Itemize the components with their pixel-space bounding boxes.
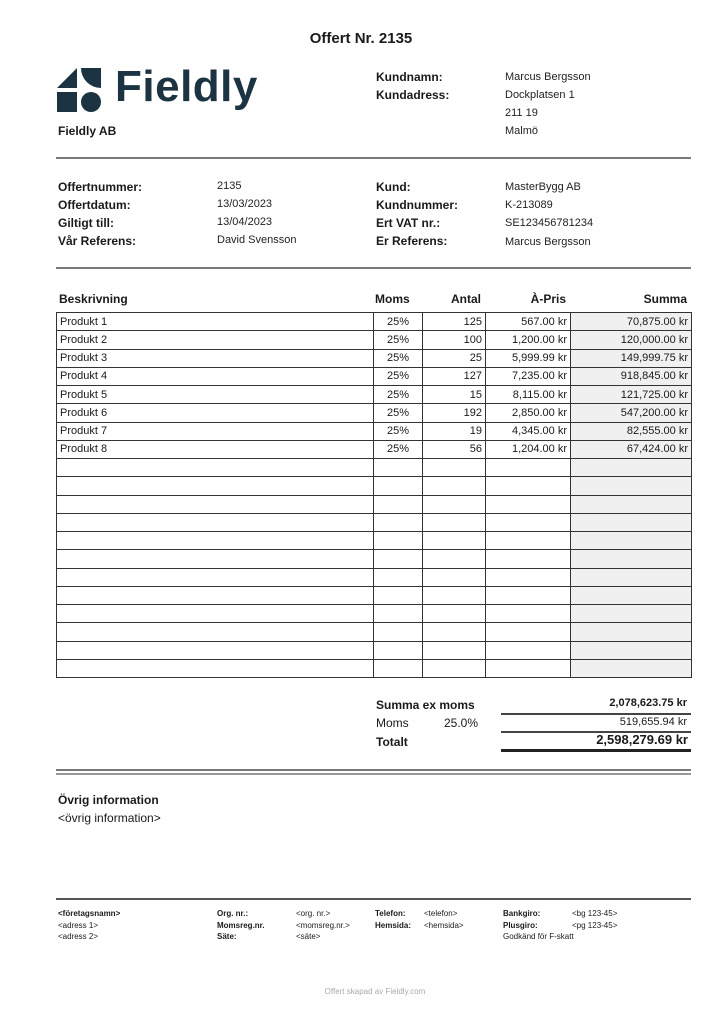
cell-sum bbox=[571, 605, 692, 623]
offer-date-value: 13/03/2023 bbox=[217, 198, 273, 210]
cell-qty: 19 bbox=[423, 422, 486, 440]
cell-description bbox=[57, 495, 374, 513]
cell-vat bbox=[374, 641, 423, 659]
customer-number-value: K-213089 bbox=[505, 199, 553, 211]
footer-contact-values bbox=[424, 908, 464, 931]
cell-vat bbox=[374, 659, 423, 677]
cell-vat: 25% bbox=[374, 331, 423, 349]
cell-sum bbox=[571, 641, 692, 659]
table-row bbox=[57, 386, 692, 404]
customer-value: MasterBygg AB bbox=[505, 181, 581, 193]
cell-sum bbox=[571, 477, 692, 495]
cell-vat: 25% bbox=[374, 313, 423, 331]
table-row bbox=[57, 422, 692, 440]
cell-description bbox=[57, 532, 374, 550]
our-reference-label: Vår Referens: bbox=[58, 234, 137, 248]
their-reference-label: Er Referens: bbox=[376, 234, 448, 248]
vat-label: Moms bbox=[376, 716, 409, 730]
cell-description: Produkt 3 bbox=[57, 349, 374, 367]
cell-unit-price bbox=[486, 550, 571, 568]
footer-payment-block bbox=[503, 908, 574, 943]
footer-plusgiro-value: <pg 123-45> bbox=[572, 920, 618, 930]
cell-sum bbox=[571, 532, 692, 550]
cell-description bbox=[57, 586, 374, 604]
footer-plusgiro-label: Plusgiro: bbox=[503, 920, 538, 930]
cell-description: Produkt 6 bbox=[57, 404, 374, 422]
divider bbox=[56, 157, 691, 159]
cell-vat bbox=[374, 623, 423, 641]
table-row-empty bbox=[57, 550, 692, 568]
cell-sum: 67,424.00 kr bbox=[571, 440, 692, 458]
total-label: Totalt bbox=[376, 735, 408, 749]
customer-label: Kund: bbox=[376, 180, 411, 194]
cell-unit-price bbox=[486, 605, 571, 623]
cell-description bbox=[57, 477, 374, 495]
table-row-empty bbox=[57, 495, 692, 513]
cell-qty bbox=[423, 459, 486, 477]
cell-sum: 82,555.00 kr bbox=[571, 422, 692, 440]
cell-qty: 100 bbox=[423, 331, 486, 349]
cell-unit-price bbox=[486, 641, 571, 659]
cell-description bbox=[57, 513, 374, 531]
cell-qty bbox=[423, 532, 486, 550]
cell-description: Produkt 4 bbox=[57, 367, 374, 385]
cell-unit-price bbox=[486, 659, 571, 677]
footer-phone-value: <telefon> bbox=[424, 909, 458, 918]
document-title: Offert Nr. 2135 bbox=[309, 30, 413, 47]
col-header-vat: Moms bbox=[375, 292, 410, 306]
cell-qty bbox=[423, 495, 486, 513]
cell-vat bbox=[374, 495, 423, 513]
cell-qty: 15 bbox=[423, 386, 486, 404]
cell-unit-price: 5,999.99 kr bbox=[486, 349, 571, 367]
table-row-empty bbox=[57, 477, 692, 495]
col-header-unit-price: À-Pris bbox=[530, 292, 566, 306]
cell-description: Produkt 2 bbox=[57, 331, 374, 349]
cell-unit-price bbox=[486, 495, 571, 513]
cell-vat bbox=[374, 586, 423, 604]
cell-qty: 56 bbox=[423, 440, 486, 458]
cell-description: Produkt 7 bbox=[57, 422, 374, 440]
logo-wordmark: Fieldly bbox=[115, 62, 258, 111]
cell-unit-price: 1,200.00 kr bbox=[486, 331, 571, 349]
cell-description: Produkt 5 bbox=[57, 386, 374, 404]
customer-address-label: Kundadress: bbox=[376, 88, 450, 102]
items-table bbox=[56, 312, 692, 678]
company-logo bbox=[57, 62, 258, 112]
offer-number-value: 2135 bbox=[217, 180, 242, 192]
cell-vat: 25% bbox=[374, 367, 423, 385]
cell-qty: 125 bbox=[423, 313, 486, 331]
cell-unit-price bbox=[486, 532, 571, 550]
cell-qty bbox=[423, 513, 486, 531]
cell-unit-price: 8,115.00 kr bbox=[486, 386, 571, 404]
table-row-empty bbox=[57, 459, 692, 477]
our-reference-value: David Svensson bbox=[217, 234, 297, 246]
footer-vatreg-label: Momsreg.nr. bbox=[217, 920, 265, 930]
cell-description: Produkt 8 bbox=[57, 440, 374, 458]
table-row bbox=[57, 349, 692, 367]
vat-number-value: SE123456781234 bbox=[505, 217, 594, 229]
cell-qty bbox=[423, 586, 486, 604]
cell-description bbox=[57, 605, 374, 623]
table-row-empty bbox=[57, 568, 692, 586]
cell-sum bbox=[571, 623, 692, 641]
customer-name-label: Kundnamn: bbox=[376, 70, 443, 84]
table-row bbox=[57, 367, 692, 385]
cell-vat bbox=[374, 459, 423, 477]
cell-unit-price: 2,850.00 kr bbox=[486, 404, 571, 422]
divider bbox=[501, 713, 691, 715]
cell-description: Produkt 1 bbox=[57, 313, 374, 331]
offer-number-label: Offertnummer: bbox=[58, 180, 143, 194]
cell-unit-price: 7,235.00 kr bbox=[486, 367, 571, 385]
cell-sum bbox=[571, 550, 692, 568]
footer-address-1: <adress 1> bbox=[58, 920, 99, 930]
cell-qty bbox=[423, 477, 486, 495]
footer-company-block bbox=[58, 908, 120, 943]
divider bbox=[56, 773, 691, 775]
cell-qty bbox=[423, 550, 486, 568]
cell-qty bbox=[423, 641, 486, 659]
cell-sum: 70,875.00 kr bbox=[571, 313, 692, 331]
footer-web-label: Hemsida: bbox=[375, 920, 412, 930]
col-header-description: Beskrivning bbox=[59, 292, 128, 306]
offer-date-label: Offertdatum: bbox=[58, 198, 131, 212]
table-row-empty bbox=[57, 532, 692, 550]
cell-unit-price bbox=[486, 586, 571, 604]
subtotal-value: 2,078,623.75 kr bbox=[609, 697, 687, 709]
footer-org-value: <org. nr.> bbox=[296, 909, 331, 918]
cell-description bbox=[57, 623, 374, 641]
footer-phone-label: Telefon: bbox=[375, 909, 406, 918]
cell-qty bbox=[423, 623, 486, 641]
vat-rate: 25.0% bbox=[444, 716, 479, 730]
footer-web-value: <hemsida> bbox=[424, 920, 464, 930]
footer-vatreg-value: <momsreg.nr.> bbox=[296, 920, 350, 930]
cell-unit-price bbox=[486, 477, 571, 495]
customer-address-line-2: 211 19 bbox=[505, 107, 538, 119]
footer-contact-labels bbox=[375, 908, 411, 931]
footer-seat-label: Säte: bbox=[217, 932, 237, 941]
cell-description bbox=[57, 550, 374, 568]
footer-bankgiro-label: Bankgiro: bbox=[503, 909, 541, 918]
their-reference-value: Marcus Bergsson bbox=[505, 236, 591, 248]
table-row-empty bbox=[57, 641, 692, 659]
footer-org-labels bbox=[217, 908, 265, 943]
cell-sum bbox=[571, 513, 692, 531]
cell-unit-price: 4,345.00 kr bbox=[486, 422, 571, 440]
footer-address-2: <adress 2> bbox=[58, 932, 99, 941]
cell-sum: 547,200.00 kr bbox=[571, 404, 692, 422]
footer-ftax: Godkänd för F-skatt bbox=[503, 932, 574, 941]
cell-vat bbox=[374, 477, 423, 495]
table-row-empty bbox=[57, 623, 692, 641]
customer-address-line-3: Malmö bbox=[505, 125, 539, 137]
table-row-empty bbox=[57, 586, 692, 604]
cell-sum: 120,000.00 kr bbox=[571, 331, 692, 349]
vat-value: 519,655.94 kr bbox=[619, 716, 687, 728]
divider bbox=[56, 769, 691, 771]
table-row bbox=[57, 404, 692, 422]
cell-unit-price bbox=[486, 459, 571, 477]
footer-seat-value: <säte> bbox=[296, 932, 321, 941]
customer-number-label: Kundnummer: bbox=[376, 198, 458, 212]
cell-sum bbox=[571, 568, 692, 586]
customer-address-line-1: Dockplatsen 1 bbox=[505, 89, 575, 101]
footer-org-values bbox=[296, 908, 350, 943]
generated-by-note: Offert skapad av Fieldly.com bbox=[324, 987, 426, 996]
total-value: 2,598,279.69 kr bbox=[596, 732, 688, 747]
table-row-empty bbox=[57, 513, 692, 531]
table-row bbox=[57, 440, 692, 458]
other-info-heading: Övrig information bbox=[58, 793, 159, 807]
cell-vat bbox=[374, 532, 423, 550]
subtotal-label: Summa ex moms bbox=[376, 698, 475, 712]
col-header-qty: Antal bbox=[451, 292, 481, 306]
vat-number-label: Ert VAT nr.: bbox=[376, 216, 441, 230]
cell-qty: 25 bbox=[423, 349, 486, 367]
fieldly-logo-icon bbox=[57, 68, 103, 112]
cell-unit-price: 1,204.00 kr bbox=[486, 440, 571, 458]
cell-sum bbox=[571, 459, 692, 477]
footer-company-name: <företagsnamn> bbox=[58, 909, 121, 918]
cell-qty bbox=[423, 659, 486, 677]
cell-unit-price bbox=[486, 513, 571, 531]
cell-vat: 25% bbox=[374, 404, 423, 422]
cell-sum: 121,725.00 kr bbox=[571, 386, 692, 404]
cell-qty bbox=[423, 605, 486, 623]
cell-sum bbox=[571, 495, 692, 513]
divider bbox=[56, 898, 691, 900]
customer-name-value: Marcus Bergsson bbox=[505, 71, 591, 83]
footer-payment-values bbox=[572, 908, 617, 931]
cell-qty: 127 bbox=[423, 367, 486, 385]
cell-vat: 25% bbox=[374, 386, 423, 404]
cell-vat bbox=[374, 605, 423, 623]
cell-qty bbox=[423, 568, 486, 586]
cell-unit-price bbox=[486, 568, 571, 586]
footer-org-label: Org. nr.: bbox=[217, 909, 249, 918]
cell-vat bbox=[374, 568, 423, 586]
table-row bbox=[57, 331, 692, 349]
valid-until-label: Giltigt till: bbox=[58, 216, 114, 230]
company-name: Fieldly AB bbox=[58, 124, 117, 138]
table-row-empty bbox=[57, 659, 692, 677]
cell-description bbox=[57, 641, 374, 659]
cell-vat bbox=[374, 513, 423, 531]
cell-sum: 149,999.75 kr bbox=[571, 349, 692, 367]
divider bbox=[56, 267, 691, 269]
cell-description bbox=[57, 459, 374, 477]
table-row-empty bbox=[57, 605, 692, 623]
other-info-text: <övrig information> bbox=[58, 811, 161, 825]
col-header-sum: Summa bbox=[643, 292, 687, 306]
divider bbox=[501, 749, 691, 752]
cell-vat: 25% bbox=[374, 422, 423, 440]
valid-until-value: 13/04/2023 bbox=[217, 216, 273, 228]
cell-unit-price: 567.00 kr bbox=[486, 313, 571, 331]
cell-vat: 25% bbox=[374, 440, 423, 458]
cell-unit-price bbox=[486, 623, 571, 641]
cell-qty: 192 bbox=[423, 404, 486, 422]
cell-description bbox=[57, 659, 374, 677]
cell-sum: 918,845.00 kr bbox=[571, 367, 692, 385]
cell-sum bbox=[571, 659, 692, 677]
footer-bankgiro-value: <bg 123-45> bbox=[572, 909, 618, 918]
cell-vat: 25% bbox=[374, 349, 423, 367]
cell-vat bbox=[374, 550, 423, 568]
cell-description bbox=[57, 568, 374, 586]
table-row bbox=[57, 313, 692, 331]
cell-sum bbox=[571, 586, 692, 604]
